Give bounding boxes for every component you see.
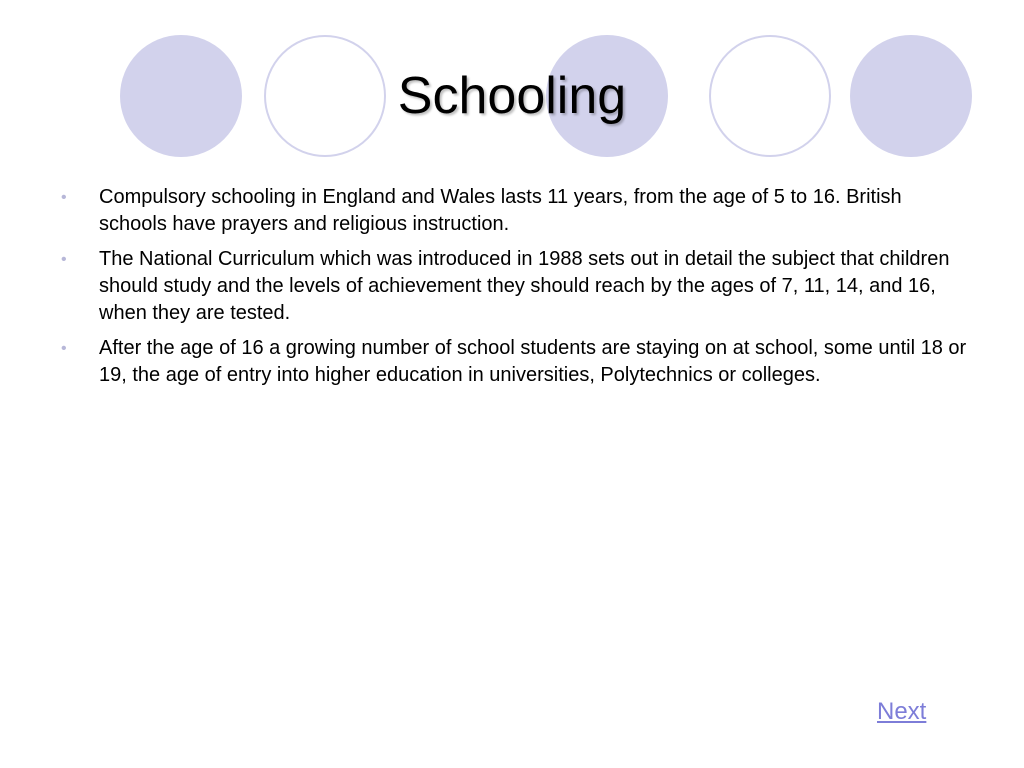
bullet-dot-icon: • [61, 189, 67, 206]
bullet-text: The National Curriculum which was introduced in 1988 sets out in detail the subject that children should study and the levels of achievement they should reach by the ages of 7, 11, 14, and 16, when they are tested. [99, 248, 950, 324]
bullet-item [61, 184, 969, 238]
bullet-text: After the age of 16 a growing number of school students are staying on at school, some until 18 or 19, the age of entry into higher education in universities, Polytechnics or colleges. [99, 337, 967, 386]
slide-title: Schooling [397, 67, 627, 125]
bullet-text: Compulsory schooling in England and Wales lasts 11 years, from the age of 5 to 16. British schools have prayers and religious instruction. [99, 186, 902, 235]
bullet-dot-icon: • [61, 340, 67, 357]
bullet-dot-icon: • [61, 251, 67, 268]
bullet-item [61, 246, 969, 327]
bullet-item [61, 335, 969, 389]
next-link[interactable]: Next [877, 698, 927, 725]
bullet-list [61, 184, 969, 397]
